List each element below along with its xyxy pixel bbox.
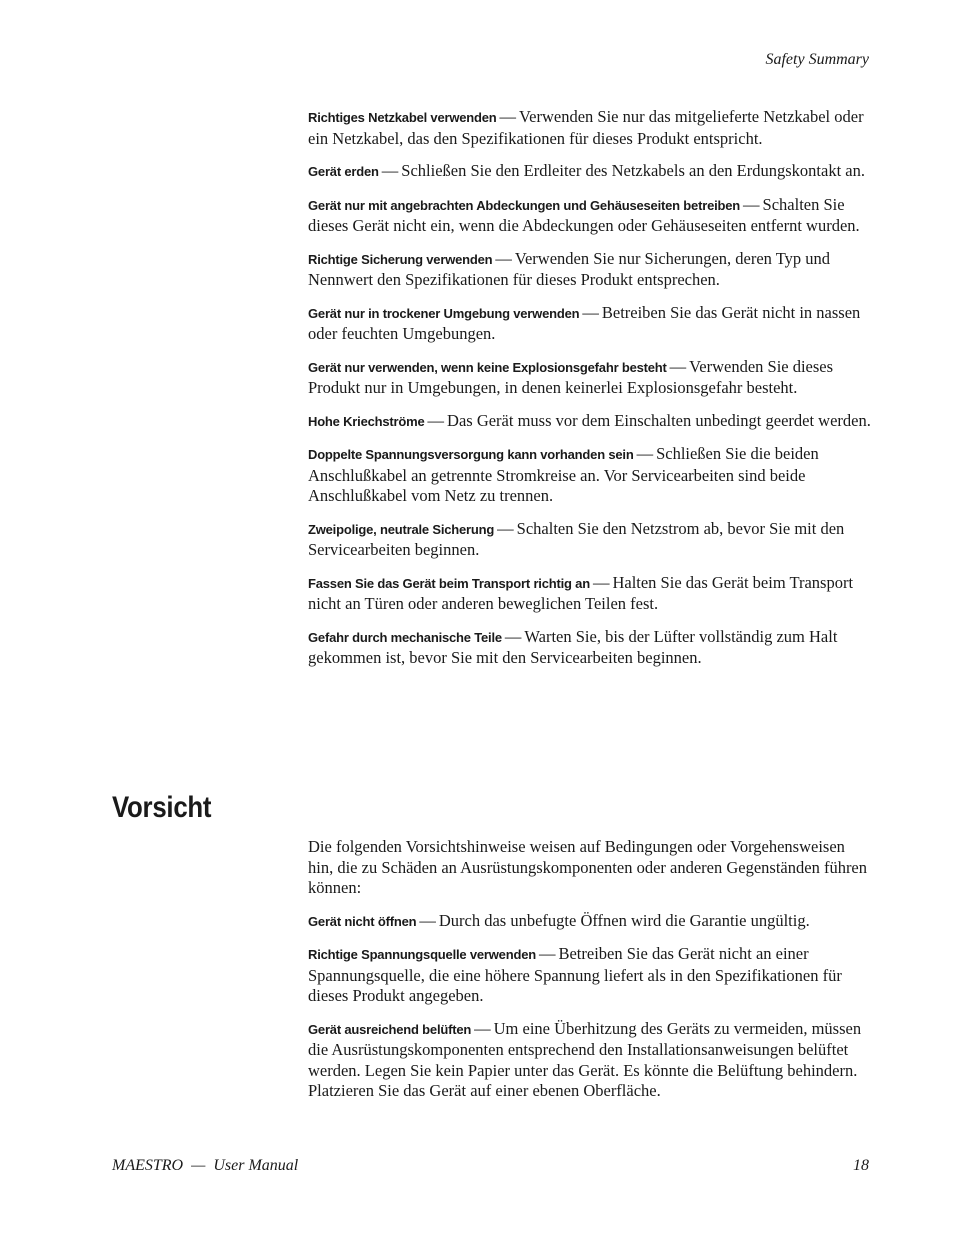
warning-item <box>308 444 871 507</box>
warning-term: Hohe Kriechströme <box>308 413 425 429</box>
warning-text: Verwenden Sie dieses Produkt nur in Umgebungen, in denen keinerlei Explosionsgefahr besteht. <box>308 356 834 397</box>
caution-term: Richtige Spannungsquelle verwenden <box>308 947 536 962</box>
warning-term: Richtige Sicherung verwenden <box>308 251 493 267</box>
em-dash: — <box>582 302 599 322</box>
em-dash: — <box>592 572 610 592</box>
em-dash: — <box>499 107 517 126</box>
warning-text: Verwenden Sie nur Sicherungen, deren Typ und Nennwert den Spezifikationen für dieses Produkt entsprechen. <box>308 248 831 289</box>
warnings-list <box>308 107 871 681</box>
warning-item <box>308 357 871 399</box>
warning-text: Schalten Sie den Netzstrom ab, bevor Sie mit den Servicearbeiten beginnen. <box>308 518 845 559</box>
em-dash: — <box>381 161 399 180</box>
caution-text: Um eine Überhitzung des Geräts zu vermeiden, müssen die Ausrüstungskomponenten entsprechend den Installationsanweisungen belüftet werden. Legen Sie kein Papier unter das Gerät. Es könnte die Belüftung behindern. Platzieren Sie das Gerät auf einer ebenen Oberfläche. <box>308 1018 862 1100</box>
cautions-list <box>308 837 871 1114</box>
warning-term: Gerät erden <box>308 164 379 179</box>
warning-item <box>308 249 871 291</box>
warning-item <box>308 519 871 561</box>
warning-term: Zweipolige, neutrale Sicherung <box>308 521 495 537</box>
page-number: 18 <box>853 1157 869 1174</box>
caution-intro: Die folgenden Vorsichtshinweise weisen auf Bedingungen oder Vorgehensweisen hin, die zu Schäden an Ausrüstungskomponenten oder anderen Gegenständen führen können: <box>308 837 868 897</box>
caution-item <box>308 911 871 933</box>
warning-text: Schalten Sie dieses Gerät nicht ein, wenn die Abdeckungen oder Gehäuseseiten entfernt wurden. <box>308 194 860 235</box>
em-dash: — <box>504 626 522 646</box>
em-dash: — <box>495 248 512 268</box>
warning-text: Schließen Sie die beiden Anschlußkabel an getrennte Stromkreise an. Vor Servicearbeiten sind beide Anschlußkabel vom Netz zu trennen. <box>308 444 819 505</box>
warning-term: Gerät nur verwenden, wenn keine Explosionsgefahr besteht <box>308 359 667 375</box>
warning-term: Gefahr durch mechanische Teile <box>308 629 502 645</box>
manual-title: MAESTRO — User Manual <box>112 1157 299 1174</box>
warning-term: Richtiges Netzkabel verwenden <box>308 110 497 125</box>
em-dash: — <box>538 944 556 963</box>
em-dash: — <box>743 194 760 214</box>
warning-item <box>308 161 871 183</box>
warning-item <box>308 411 871 433</box>
em-dash: — <box>474 1018 491 1038</box>
caution-item <box>308 944 871 1007</box>
em-dash: — <box>669 356 687 376</box>
warning-item <box>308 627 871 669</box>
caution-text: Betreiben Sie das Gerät nicht an einer Spannungsquelle, die eine höhere Spannung liefert als in den Spezifikationen für dieses Produkt angegeben. <box>308 944 842 1005</box>
warning-text: Das Gerät muss vor dem Einschalten unbedingt geerdet werden. <box>447 410 871 430</box>
warning-text: Halten Sie das Gerät beim Transport nicht an Türen oder anderen beweglichen Teilen fest. <box>308 572 854 613</box>
em-dash: — <box>419 910 436 930</box>
em-dash: — <box>497 518 514 538</box>
warning-term: Gerät nur mit angebrachten Abdeckungen und Gehäuseseiten betreiben <box>308 197 741 213</box>
em-dash: — <box>636 444 654 463</box>
warning-text: Verwenden Sie nur das mitgelieferte Netzkabel oder ein Netzkabel, das den Spezifikationen für dieses Produkt entspricht. <box>308 107 864 148</box>
page-footer <box>112 1157 869 1175</box>
warning-item <box>308 195 871 237</box>
caution-item <box>308 1019 871 1102</box>
em-dash: — <box>427 410 445 430</box>
warning-text: Schließen Sie den Erdleiter des Netzkabels an den Erdungskontakt an. <box>401 161 865 180</box>
section-title: Vorsicht <box>112 791 212 824</box>
warning-item <box>308 107 871 149</box>
running-header: Safety Summary <box>765 51 869 68</box>
caution-term: Gerät nicht öffnen <box>308 913 417 929</box>
caution-text: Durch das unbefugte Öffnen wird die Garantie ungültig. <box>438 910 810 930</box>
warning-term: Doppelte Spannungsversorgung kann vorhanden sein <box>308 447 634 462</box>
caution-term: Gerät ausreichend belüften <box>308 1021 472 1037</box>
warning-text: Warten Sie, bis der Lüfter vollständig zum Halt gekommen ist, bevor Sie mit den Servicearbeiten beginnen. <box>308 626 838 667</box>
warning-text: Betreiben Sie das Gerät nicht in nassen oder feuchten Umgebungen. <box>308 302 861 343</box>
warning-item <box>308 303 871 345</box>
warning-term: Fassen Sie das Gerät beim Transport richtig an <box>308 575 590 591</box>
warning-term: Gerät nur in trockener Umgebung verwenden <box>308 305 580 321</box>
warning-item <box>308 573 871 615</box>
